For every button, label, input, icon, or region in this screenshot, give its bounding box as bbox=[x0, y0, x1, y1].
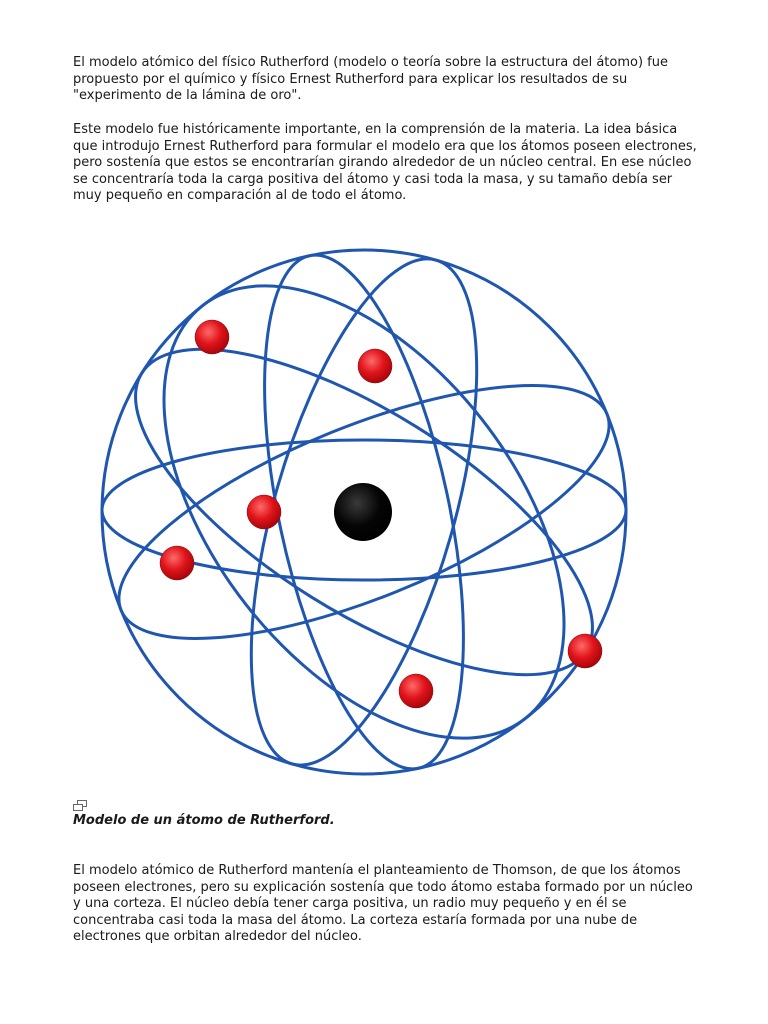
image-placeholder-icon bbox=[73, 800, 87, 812]
rutherford-atom-figure bbox=[96, 240, 632, 780]
electron bbox=[358, 349, 392, 383]
thomson-paragraph: El modelo atómico de Rutherford mantenía el planteamiento de Thomson, de que los átomos poseen electrones, pero su explicación sostenía que todo átomo estaba formado por un núcleo y una corteza. El núcleo debía tener carga positiva, un radio muy pequeño y en él se concentraba casi toda la masa del átomo. La corteza estaría formada por una nube de electrones que orbitan alrededor del núcleo. bbox=[73, 863, 693, 945]
nucleus bbox=[334, 483, 392, 541]
electron bbox=[195, 320, 229, 354]
figure-caption: Modelo de un átomo de Rutherford. bbox=[73, 813, 335, 828]
electron bbox=[399, 674, 433, 708]
history-paragraph: Este modelo fue históricamente importante, en la comprensión de la materia. La idea básica que introdujo Ernest Rutherford para formular el modelo era que los átomos poseen electrones, pero sostenía que estos se encontrarían girando alrededor de un núcleo central. En ese núcleo se concentraría toda la carga positiva del átomo y casi toda la masa, y su tamaño debía ser muy pequeño en comparación al de todo el átomo. bbox=[73, 122, 697, 204]
intro-paragraph: El modelo atómico del físico Rutherford (modelo o teoría sobre la estructura del átomo) fue propuesto por el químico y físico Ernest Rutherford para explicar los resultados de su "experimento de la lámina de oro". bbox=[73, 55, 668, 104]
electron bbox=[247, 495, 281, 529]
electron bbox=[568, 634, 602, 668]
electron bbox=[160, 546, 194, 580]
